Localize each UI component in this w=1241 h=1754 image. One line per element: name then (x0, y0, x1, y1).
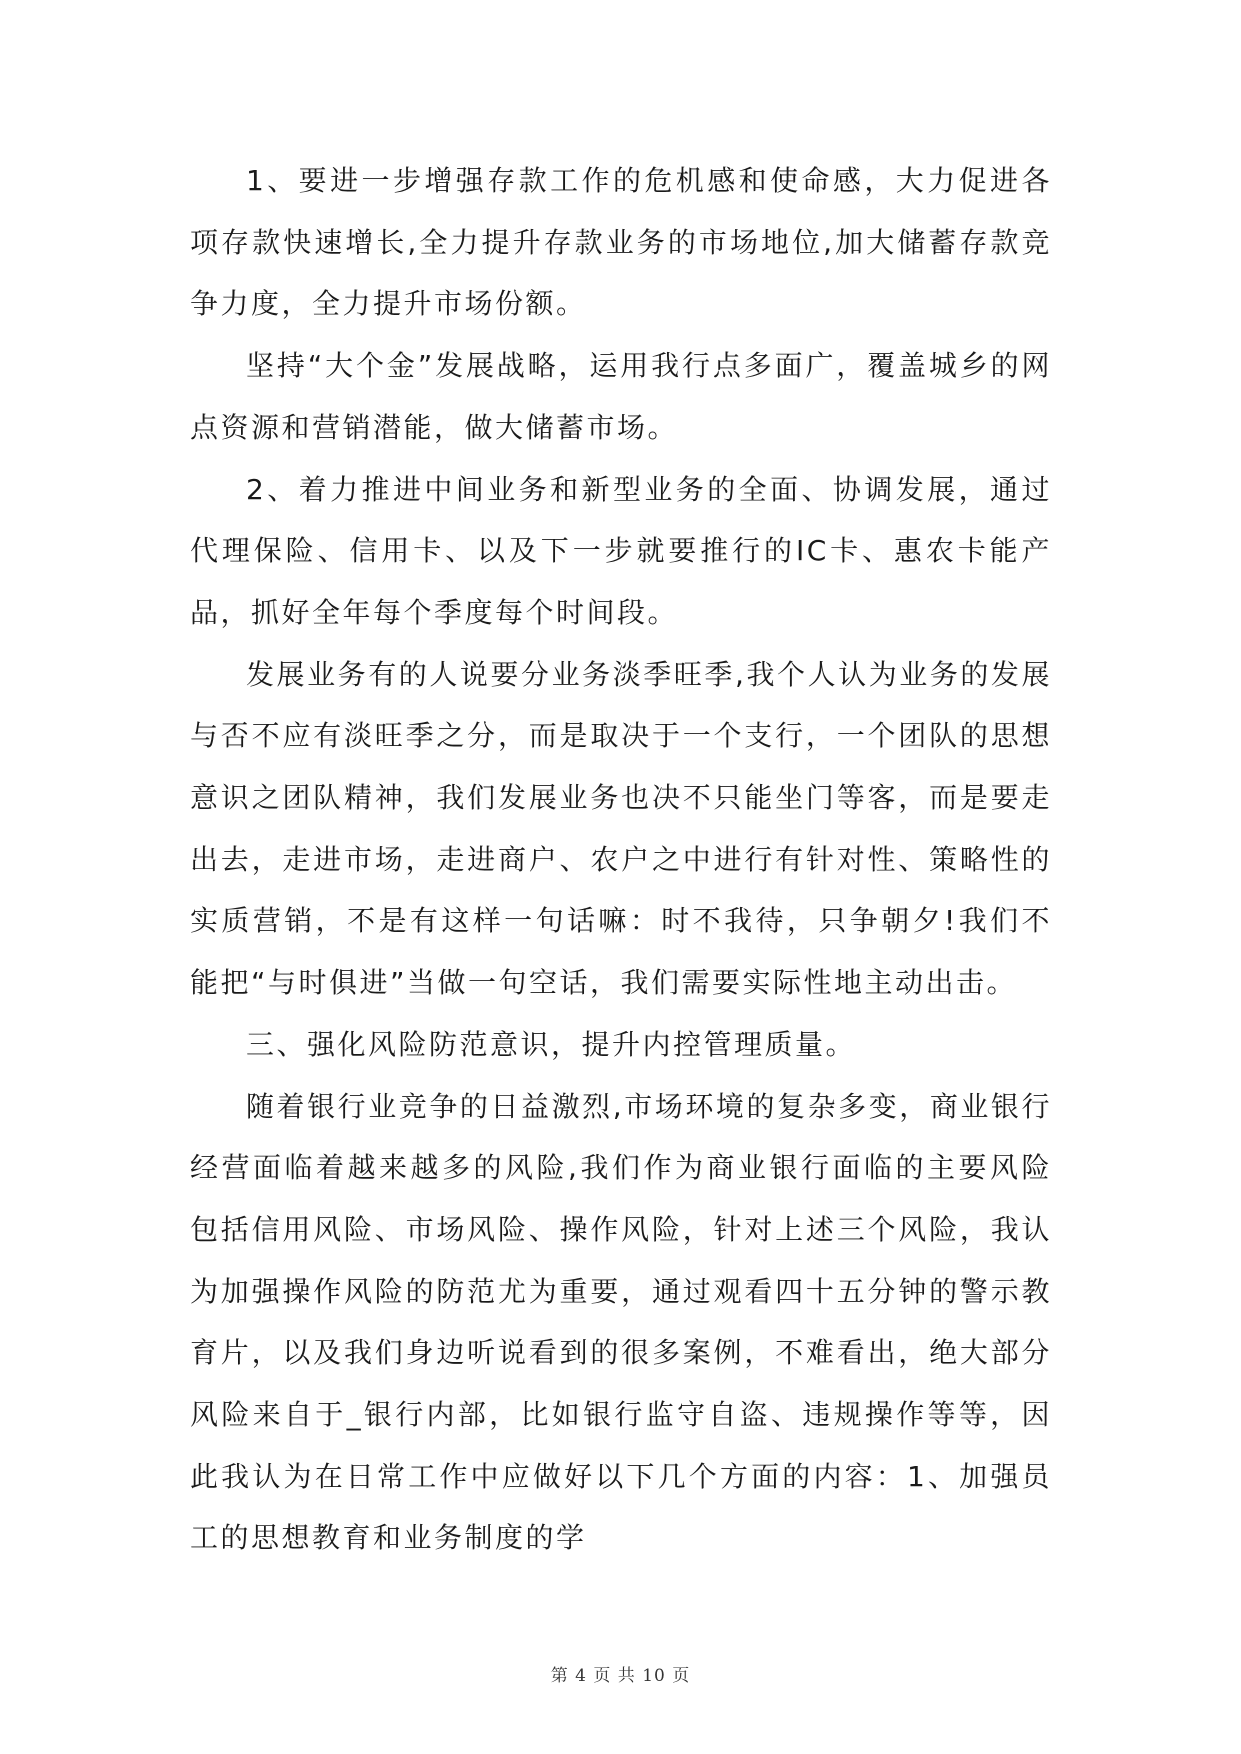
paragraph-deposit-growth: 1、要进一步增强存款工作的危机感和使命感，大力促进各项存款快速增长,全力提升存款业务的市场地位,加大储蓄存款竞争力度，全力提升市场份额。 (190, 164, 1052, 321)
paragraph-risk-management: 随着银行业竞争的日益激烈,市场环境的复杂多变，商业银行经营面临着越来越多的风险,我们作为商业银行面临的主要风险包括信用风险、市场风险、操作风险，针对上述三个风险，我认为加强操作风险的防范尤为重要，通过观看四十五分钟的警示教育片，以及我们身边听说看到的很多案例，不难看出，绝大部分风险来自于_银行内部，比如银行监守自盗、违规操作等等，因此我认为在日常工作中应做好以下几个方面的内容：1、加强员工的思想教育和业务制度的学 (190, 1089, 1052, 1555)
document-body (190, 150, 1052, 1569)
paragraph-retail-strategy: 坚持“大个金”发展战略，运用我行点多面广，覆盖城乡的网点资源和营销潜能，做大储蓄市场。 (190, 349, 1052, 444)
paragraph-intermediate-business: 2、着力推进中间业务和新型业务的全面、协调发展，通过代理保险、信用卡、以及下一步就要推行的IC卡、惠农卡能产品，抓好全年每个季度每个时间段。 (190, 472, 1052, 629)
paragraph-business-development: 发展业务有的人说要分业务淡季旺季,我个人认为业务的发展与否不应有淡旺季之分，而是取决于一个支行，一个团队的思想意识之团队精神，我们发展业务也决不只能坐门等客，而是要走出去，走进市场，走进商户、农户之中进行有针对性、策略性的实质营销，不是有这样一句话嘛：时不我待，只争朝夕!我们不能把“与时俱进”当做一句空话，我们需要实际性地主动出击。 (190, 657, 1052, 1000)
page-footer: 第 4 页 共 10 页 (550, 1666, 691, 1686)
section-heading-risk-control: 三、强化风险防范意识，提升内控管理质量。 (246, 1027, 857, 1061)
